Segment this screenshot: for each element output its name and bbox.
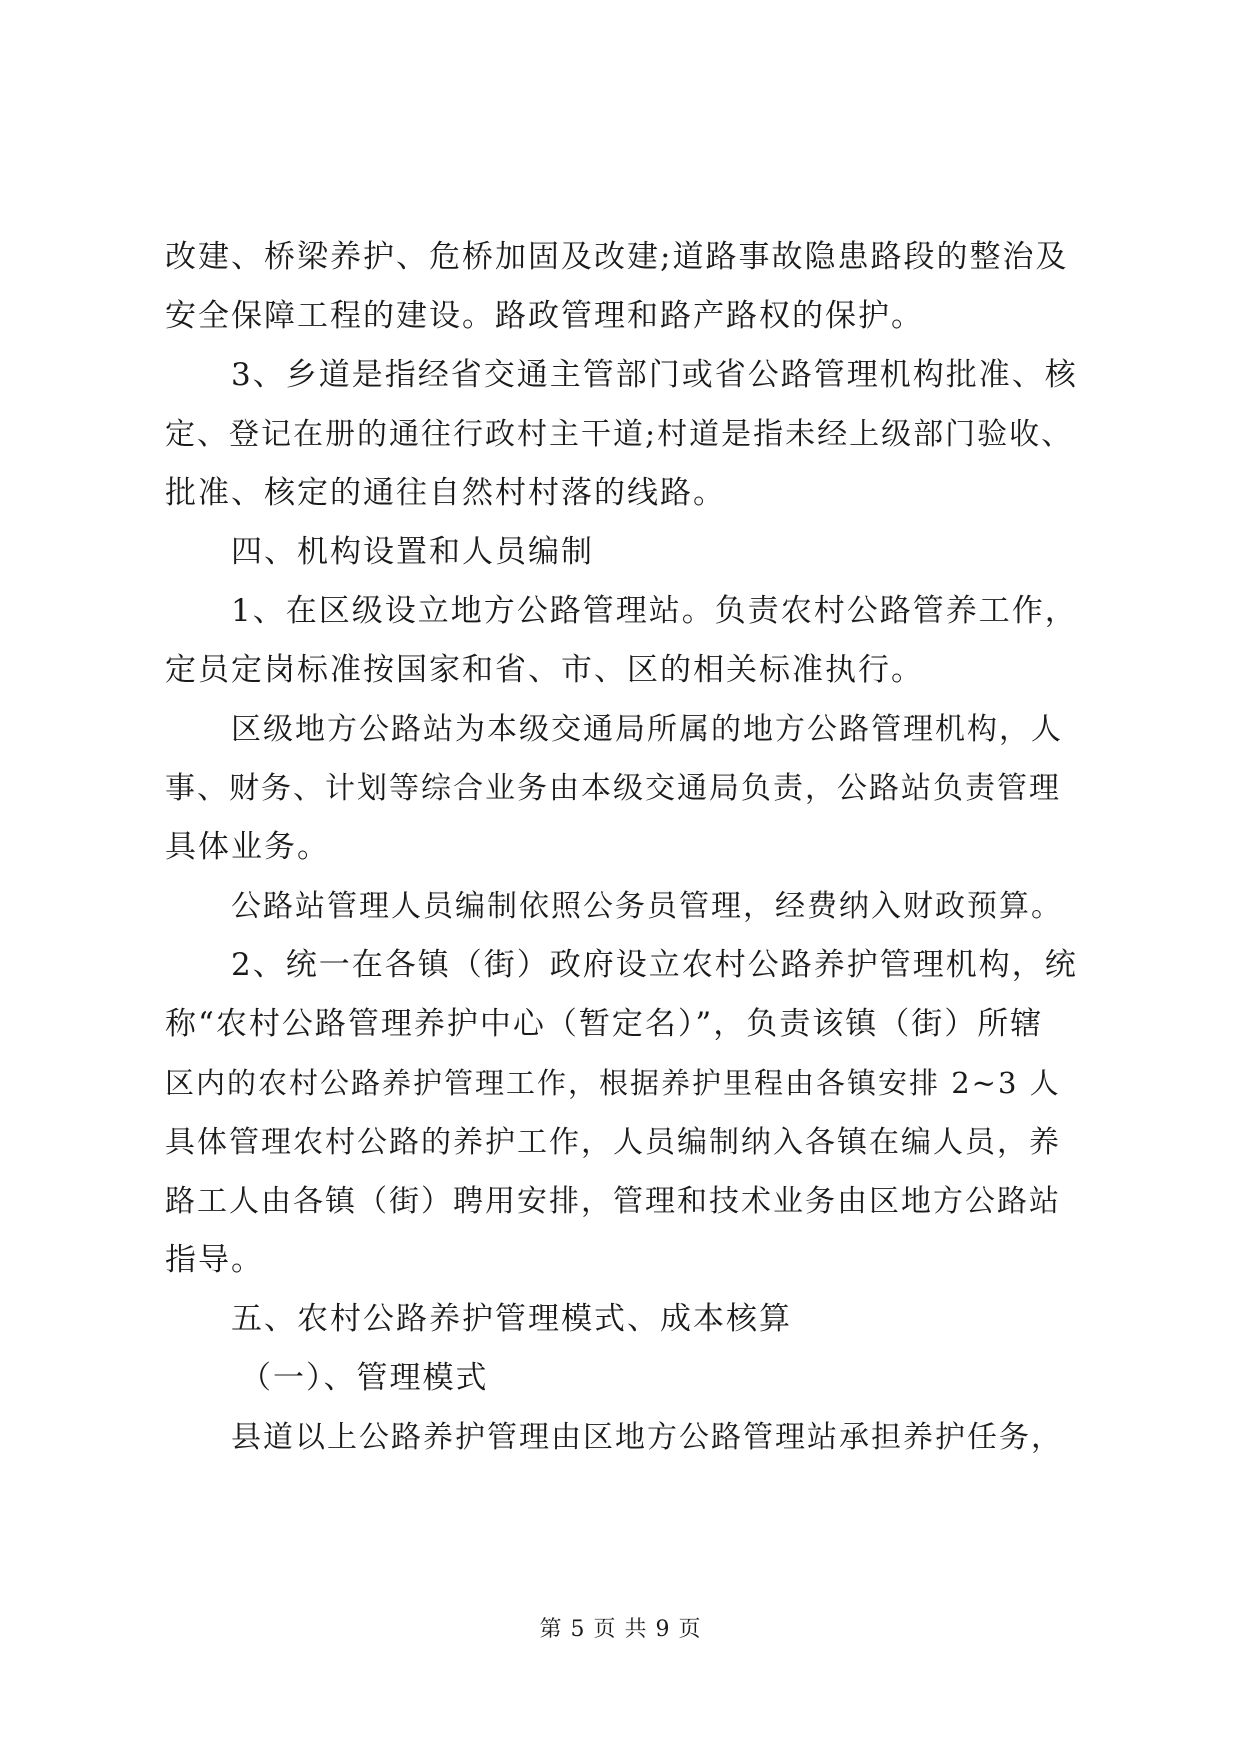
paragraph-line: 改建、桥梁养护、危桥加固及改建;道路事故隐患路段的整治及 <box>165 239 1069 275</box>
section-heading: 五、农村公路养护管理模式、成本核算 <box>231 1301 792 1337</box>
section-heading: 四、机构设置和人员编制 <box>231 534 594 570</box>
page-number-footer: 第 5 页 共 9 页 <box>539 1617 702 1642</box>
paragraph-line: 区内的农村公路养护管理工作，根据养护里程由各镇安排 2~3 人 <box>165 1066 1061 1100</box>
paragraph-line: 指导。 <box>165 1242 264 1278</box>
paragraph-line: 定、登记在册的通往行政村主干道;村道是指未经上级部门验收、 <box>165 417 1074 452</box>
document-body <box>165 228 1085 1467</box>
subsection-heading: （一）、管理模式 <box>240 1360 489 1396</box>
paragraph-line: 区级地方公路站为本级交通局所属的地方公路管理机构，人 <box>231 712 1063 747</box>
paragraph-line: 安全保障工程的建设。路政管理和路产路权的保护。 <box>165 298 924 334</box>
paragraph-line: 公路站管理人员编制依照公务员管理，经费纳入财政预算。 <box>231 889 1063 924</box>
paragraph-line: 1、在区级设立地方公路管理站。负责农村公路管养工作， <box>231 593 1078 629</box>
paragraph-line: 3、乡道是指经省交通主管部门或省公路管理机构批准、核 <box>231 357 1078 393</box>
paragraph-line: 具体管理农村公路的养护工作，人员编制纳入各镇在编人员，养 <box>165 1125 1061 1160</box>
paragraph-line: 路工人由各镇（街）聘用安排，管理和技术业务由区地方公路站 <box>165 1184 1061 1219</box>
paragraph-line: 2、统一在各镇（街）政府设立农村公路养护管理机构，统 <box>231 947 1078 983</box>
paragraph-line: 批准、核定的通往自然村村落的线路。 <box>165 475 726 511</box>
paragraph-line: 县道以上公路养护管理由区地方公路管理站承担养护任务， <box>231 1420 1063 1455</box>
paragraph-line: 事、财务、计划等综合业务由本级交通局负责，公路站负责管理 <box>165 771 1061 806</box>
paragraph-line: 称“农村公路管理养护中心（暂定名）”，负责该镇（街）所辖 <box>165 1006 1044 1042</box>
paragraph-line: 定员定岗标准按国家和省、市、区的相关标准执行。 <box>165 652 924 688</box>
paragraph-line: 具体业务。 <box>165 829 330 865</box>
